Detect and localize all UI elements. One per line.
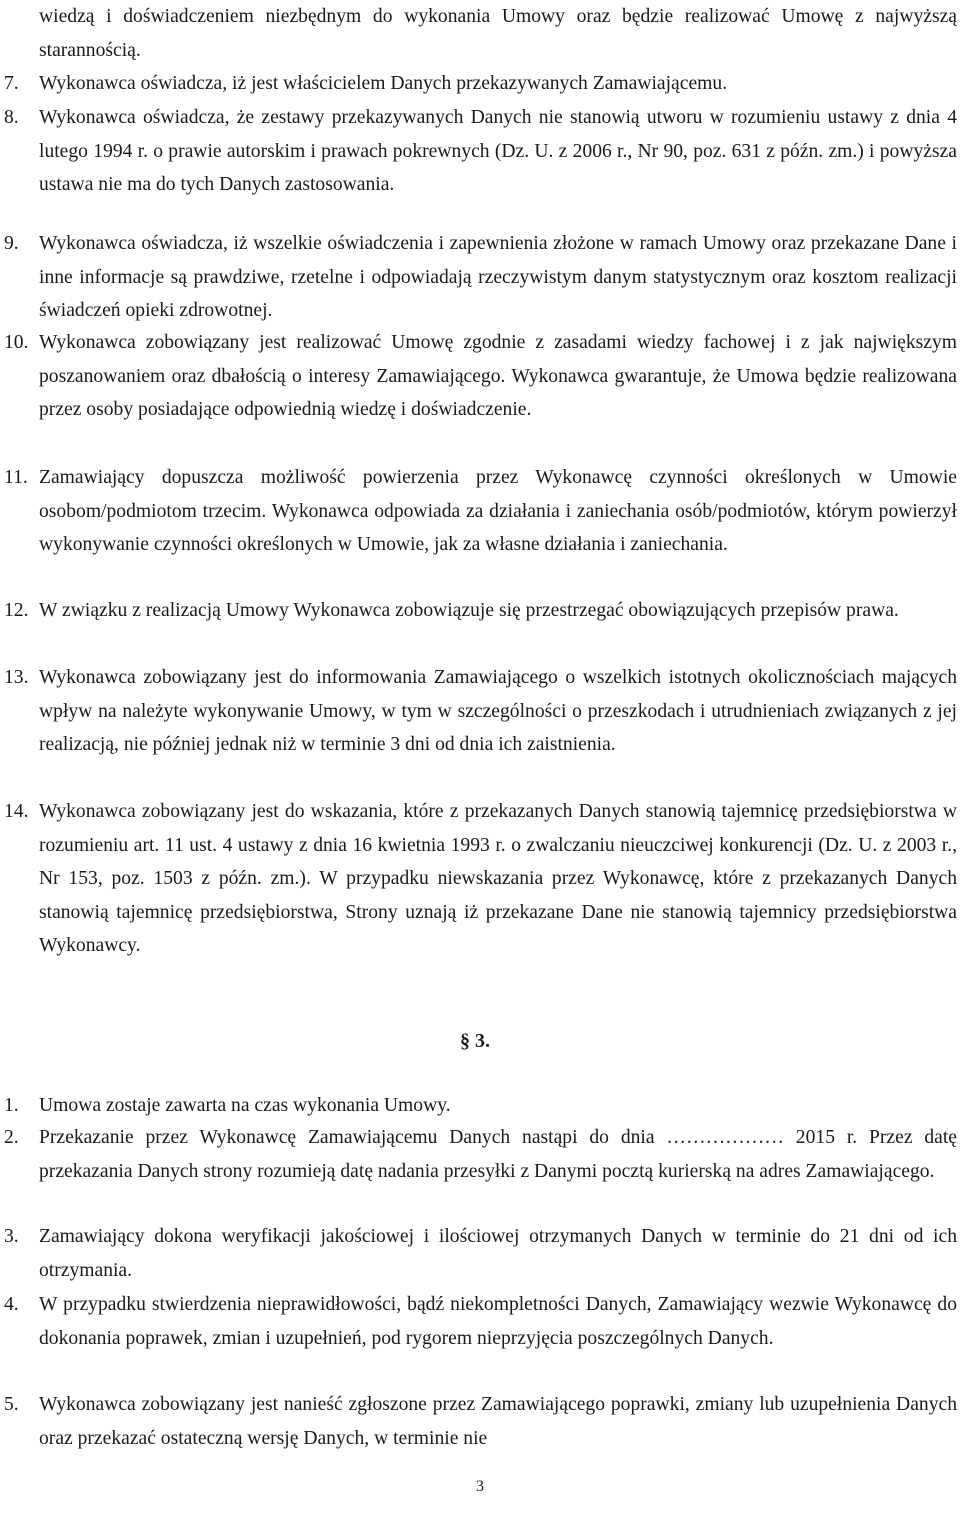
list-item-text: Wykonawca zobowiązany jest realizować Umowę zgodnie z zasadami wiedzy fachowej i z jak największym poszanowaniem oraz dbałością o interesy Zamawiającego. Wykonawca gwarantuje, że Umowa będzie realizowana przez osoby posiadające odpowiednią wiedzę i doświadczenie. (39, 332, 957, 421)
list-item-number: 10. (4, 332, 29, 353)
list-item-number: 9. (4, 233, 19, 254)
list-item-text: Wykonawca zobowiązany jest nanieść zgłoszone przez Zamawiającego poprawki, zmiany lub uzupełnienia Danych oraz przekazać ostateczną wersję Danych, w terminie nie (39, 1394, 957, 1449)
list-item-number: 2. (4, 1127, 19, 1148)
section-heading: § 3. (460, 1030, 490, 1052)
list-item-number: 3. (4, 1226, 19, 1247)
list-item-number: 11. (4, 467, 28, 488)
list-item-text: Wykonawca oświadcza, iż jest właścicielem Danych przekazywanych Zamawiającemu. (39, 73, 728, 94)
list-item-number: 1. (4, 1095, 19, 1116)
list-item-number: 14. (4, 801, 29, 822)
list-item-text: W przypadku stwierdzenia nieprawidłowości, bądź niekompletności Danych, Zamawiający wezwie Wykonawcę do dokonania poprawek, zmian i uzupełnień, pod rygorem nieprzyjęcia poszczególnych Danych. (39, 1294, 957, 1349)
list-item-number: 7. (4, 73, 19, 94)
list-item-number: 13. (4, 667, 29, 688)
list-item-text: Przekazanie przez Wykonawcę Zamawiającemu Danych nastąpi do dnia ……………… 2015 r. Przez datę przekazania Danych strony rozumieją datę nadania przesyłki z Danymi pocztą kurierską na adres Zamawiającego. (39, 1127, 957, 1182)
list-item-text: Wykonawca oświadcza, iż wszelkie oświadczenia i zapewnienia złożone w ramach Umowy oraz przekazane Dane i inne informacje są prawdziwe, rzetelne i odpowiadają rzeczywistym danym statystycznym oraz kosztom realizacji świadczeń opieki zdrowotnej. (39, 233, 957, 322)
list-item-text: Umowa zostaje zawarta na czas wykonania Umowy. (39, 1095, 451, 1116)
paragraph-continuation: wiedzą i doświadczeniem niezbędnym do wykonania Umowy oraz będzie realizować Umowę z najwyższą starannością. (39, 6, 957, 61)
list-item-number: 4. (4, 1294, 19, 1315)
list-item-number: 5. (4, 1394, 19, 1415)
list-item-text: Wykonawca oświadcza, że zestawy przekazywanych Danych nie stanowią utworu w rozumieniu ustawy z dnia 4 lutego 1994 r. o prawie autorskim i prawach pokrewnych (Dz. U. z 2006 r., Nr 90, poz. 631 z późn. zm.) i powyższa ustawa nie ma do tych Danych zastosowania. (39, 107, 957, 196)
page-number: 3 (476, 1478, 484, 1495)
list-item-text: Zamawiający dokona weryfikacji jakościowej i ilościowej otrzymanych Danych w terminie do 21 dni od ich otrzymania. (39, 1226, 957, 1281)
list-item-text: Wykonawca zobowiązany jest do wskazania, które z przekazanych Danych stanowią tajemnicę przedsiębiorstwa w rozumieniu art. 11 ust. 4 ustawy z dnia 16 kwietnia 1993 r. o zwalczaniu nieuczciwej konkurencji (Dz. U. z 2003 r., Nr 153, poz. 1503 z późn. zm.). W przypadku niewskazania przez Wykonawcę, które z przekazanych Danych stanowią tajemnicę przedsiębiorstwa, Strony uznają iż przekazane Dane nie stanowią tajemnicy przedsiębiorstwa Wykonawcy. (39, 801, 957, 957)
list-item-text: Zamawiający dopuszcza możliwość powierzenia przez Wykonawcę czynności określonych w Umowie osobom/podmiotom trzecim. Wykonawca odpowiada za działania i zaniechania osób/podmiotów, którym powierzył wykonywanie czynności określonych w Umowie, jak za własne działania i zaniechania. (39, 467, 957, 556)
list-item-number: 8. (4, 107, 19, 128)
list-item-text: W związku z realizacją Umowy Wykonawca zobowiązuje się przestrzegać obowiązujących przepisów prawa. (39, 600, 899, 621)
list-item-number: 12. (4, 600, 29, 621)
list-item-text: Wykonawca zobowiązany jest do informowania Zamawiającego o wszelkich istotnych okolicznościach mających wpływ na należyte wykonywanie Umowy, w tym w szczególności o przeszkodach i utrudnieniach związanych z jej realizacją, nie później jednak niż w terminie 3 dni od dnia ich zaistnienia. (39, 667, 957, 756)
